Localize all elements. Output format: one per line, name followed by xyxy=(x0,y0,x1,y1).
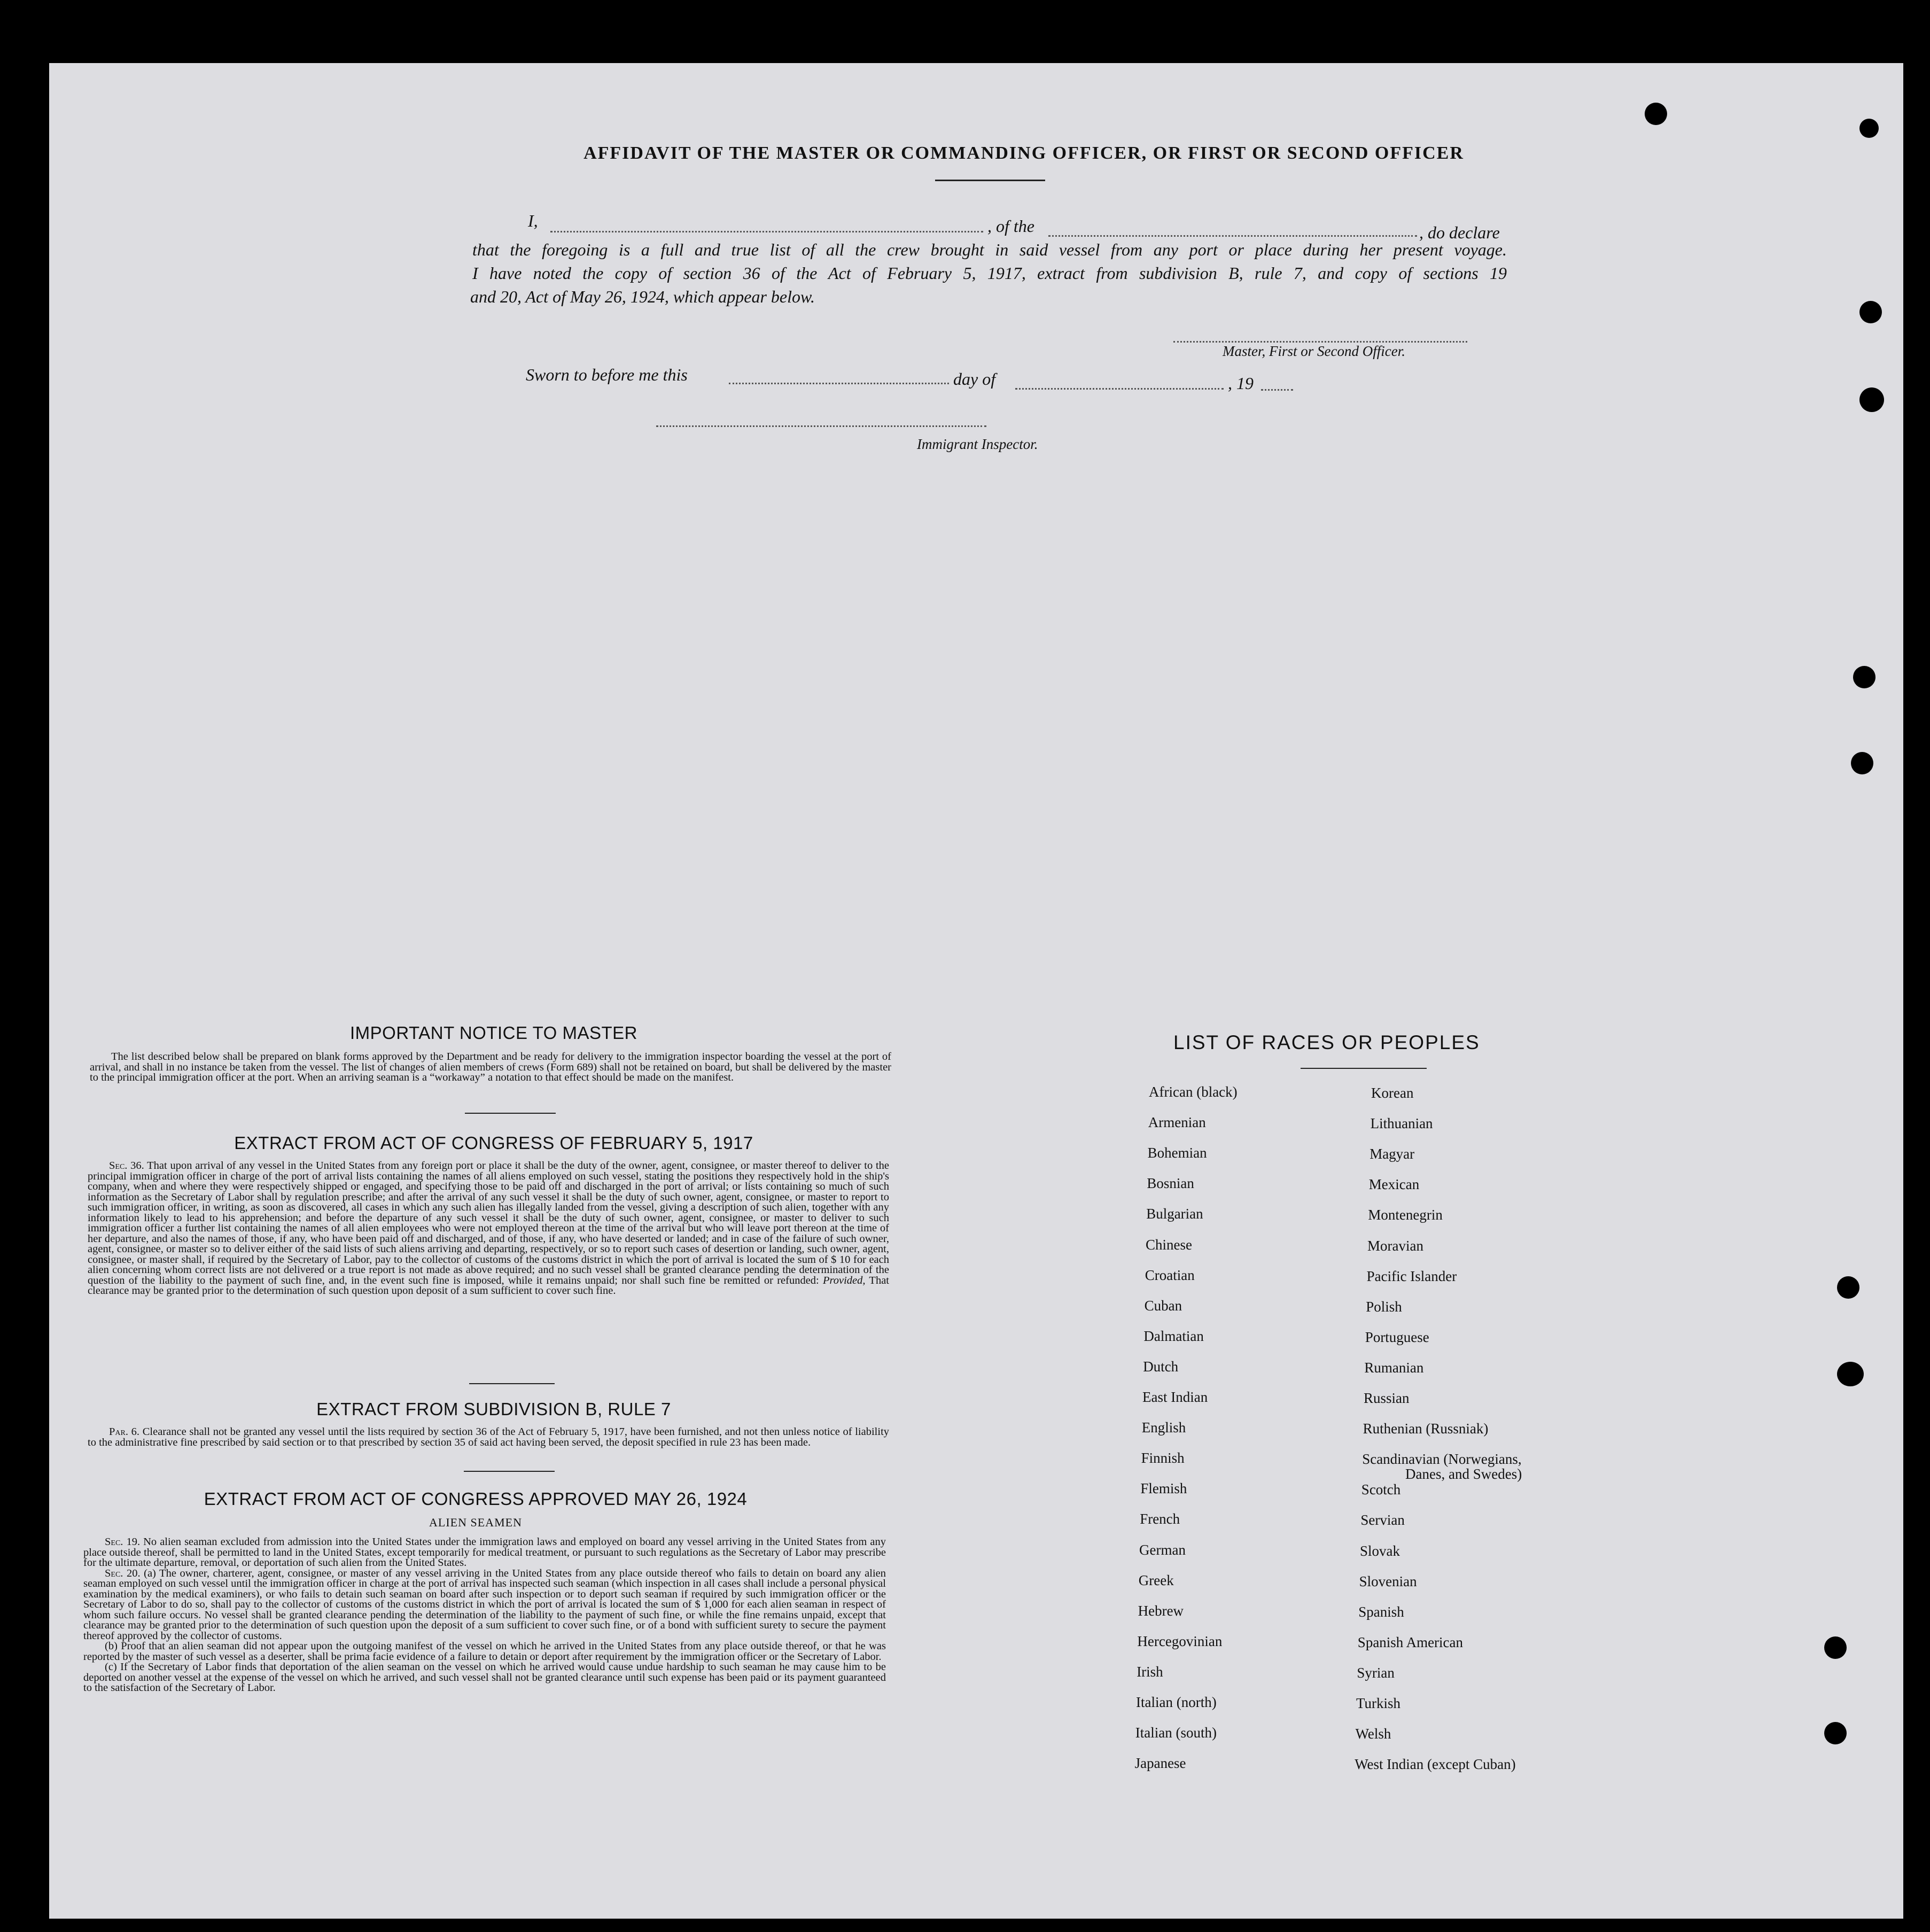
extract-1924-title: EXTRACT FROM ACT OF CONGRESS APPROVED MAY 26, 1924 xyxy=(204,1489,748,1509)
race-item: Bulgarian xyxy=(1146,1206,1203,1222)
race-item: Greek xyxy=(1138,1572,1174,1588)
race-item: Servian xyxy=(1360,1512,1405,1528)
do-declare-label: , do declare xyxy=(1419,223,1500,242)
race-item: Spanish American xyxy=(1357,1634,1464,1650)
binder-hole xyxy=(1837,1362,1864,1386)
race-item: Irish xyxy=(1137,1663,1163,1680)
declarant-name-field[interactable] xyxy=(550,231,983,232)
race-item: Polish xyxy=(1366,1298,1402,1315)
sec-20-label: Sec. 20. xyxy=(105,1567,141,1579)
notice-text: The list described below shall be prepared on blank forms approved by the Department and be ready for delivery to the immigration inspector boarding the vessel at the port of arrival, and shall in no instance be taken from the vessel. The list of changes of alien members of crews (Form 689) shall not be retained on board, but shall be delivered by the master to the principal immigration officer at the port. When an arriving seaman is a “workaway” a notation to that effect should be made on the manifest. xyxy=(90,1051,891,1083)
race-item: Montenegrin xyxy=(1368,1207,1443,1223)
race-item: Dalmatian xyxy=(1143,1328,1204,1344)
race-item: Bosnian xyxy=(1147,1175,1194,1192)
extract-1924-text xyxy=(83,1537,886,1694)
race-item: African (black) xyxy=(1149,1084,1238,1100)
race-item: Armenian xyxy=(1148,1114,1206,1131)
par-6-label: Par. 6. xyxy=(109,1426,140,1438)
affidavit-title: AFFIDAVIT OF THE MASTER OR COMMANDING OFFICER, OR FIRST OR SECOND OFFICER xyxy=(583,143,1464,163)
rule7-text xyxy=(88,1427,889,1448)
sec-20a-paragraph xyxy=(83,1569,886,1642)
race-item: Rumanian xyxy=(1364,1359,1424,1376)
rule7-divider xyxy=(464,1471,555,1472)
race-item: Hebrew xyxy=(1138,1602,1184,1619)
race-item: Ruthenian (Russniak) xyxy=(1363,1421,1489,1437)
title-underline xyxy=(935,180,1045,181)
race-item: Slovenian xyxy=(1359,1573,1417,1589)
race-item: Bohemian xyxy=(1147,1145,1207,1161)
race-item: Welsh xyxy=(1355,1726,1391,1742)
binder-hole xyxy=(1837,1276,1859,1299)
binder-hole xyxy=(1859,119,1879,138)
provided-word: Provided, xyxy=(823,1274,866,1286)
sec-19-paragraph xyxy=(83,1537,886,1569)
race-item: Mexican xyxy=(1368,1176,1420,1193)
sec-19-body: No alien seaman excluded from admission into the United States under the immigration laws and employed on board any vessel arriving in the United States from any place outside thereof, shall be permitted to land in the United States, except temporarily for medical treatment, or pursuant to such regulations as the Secretary of Labor may prescribe for the ultimate departure, removal, or deportation of such alien from the United States. xyxy=(83,1536,886,1569)
race-item: Croatian xyxy=(1145,1267,1195,1283)
race-item: Moravian xyxy=(1367,1237,1423,1254)
extract-1917-text xyxy=(88,1161,889,1297)
race-item: Scandinavian (Norwegians, xyxy=(1362,1451,1522,1468)
officer-signature-line[interactable] xyxy=(1173,341,1467,343)
sworn-label: Sworn to before me this xyxy=(526,365,688,384)
race-item: Flemish xyxy=(1140,1480,1187,1497)
race-item: Chinese xyxy=(1146,1236,1192,1253)
race-item: English xyxy=(1141,1419,1186,1436)
notice-divider xyxy=(465,1113,556,1114)
race-item: Danes, and Swedes) xyxy=(1405,1466,1522,1483)
race-item: Russian xyxy=(1364,1390,1410,1406)
race-item: French xyxy=(1140,1511,1180,1527)
year-label: , 19 xyxy=(1228,374,1254,393)
binder-hole xyxy=(1851,752,1873,774)
binder-hole xyxy=(1824,1722,1847,1744)
race-item: Slovak xyxy=(1360,1542,1400,1559)
rule7-title: EXTRACT FROM SUBDIVISION B, RULE 7 xyxy=(316,1399,671,1419)
vessel-name-field[interactable] xyxy=(1048,235,1417,237)
race-item: East Indian xyxy=(1142,1389,1208,1405)
inspector-caption: Immigrant Inspector. xyxy=(917,436,1038,452)
sec-36-label: Sec. 36. xyxy=(109,1160,144,1171)
race-item: Finnish xyxy=(1141,1450,1185,1467)
declaration-line-3: and 20, Act of May 26, 1924, which appear below. xyxy=(470,287,815,306)
alien-seamen-subtitle: ALIEN SEAMEN xyxy=(429,1516,522,1529)
par-6-body: Clearance shall not be granted any vessel until the lists required by section 36 of the Act of February 5, 1917, have been furnished, and not then unless notice of liability to the administrative fine prescribed by said section or to that prescribed by section 35 of said act having been served, the deposit specified in rule 23 has been made. xyxy=(88,1426,890,1448)
declaration-line-1: that the foregoing is a full and true list of all the crew brought in said vessel from any port or place during her present voyage. xyxy=(472,240,1507,259)
sworn-month-field[interactable] xyxy=(1015,388,1224,390)
race-item: Italian (north) xyxy=(1136,1694,1217,1710)
binder-hole xyxy=(1859,387,1884,412)
extract-1917-title: EXTRACT FROM ACT OF CONGRESS OF FEBRUARY 5, 1917 xyxy=(234,1133,753,1153)
officer-caption: Master, First or Second Officer. xyxy=(1223,343,1405,359)
race-item: Cuban xyxy=(1144,1297,1182,1314)
race-item: West Indian (except Cuban) xyxy=(1355,1756,1516,1773)
declarant-prefix: I, xyxy=(528,211,538,230)
binder-hole xyxy=(1645,103,1667,125)
sec-20a-body: (a) The owner, charterer, agent, consignee, or master of any vessel arriving in the United States from any place outside thereof who fails to detain on board any alien seaman employed on such vessel until the immigration officer in charge at the port of arrival has inspected such seaman (which inspection in all cases shall include a personal physical examination by the medical examiners), or who fails to detain such seaman on board after such inspection or to deport such seaman if required by such immigration officer or the Secretary of Labor to do so, shall pay to the collector of customs of the customs district in which the port of arrival is located the sum of $ 1,000 for each alien seaman in respect of whom such failure occurs. No vessel shall be granted clearance pending the determination of the liability to the payment of such fine, or while the fine remains unpaid, except that clearance may be granted prior to the determination of such question upon the deposit of a sum sufficient to cover such fine, or of a bond with sufficient surety to secure the payment thereof approved by the collector of customs. xyxy=(83,1567,886,1642)
binder-hole xyxy=(1824,1636,1847,1659)
race-item: Italian (south) xyxy=(1135,1725,1217,1741)
notice-title: IMPORTANT NOTICE TO MASTER xyxy=(349,1023,637,1043)
binder-hole xyxy=(1853,666,1875,688)
sworn-day-field[interactable] xyxy=(729,383,949,384)
race-item: Spanish xyxy=(1358,1603,1404,1620)
extract-1917-divider xyxy=(469,1383,555,1384)
of-the-label: , of the xyxy=(987,216,1034,236)
race-item: Lithuanian xyxy=(1370,1115,1433,1132)
race-item: Portuguese xyxy=(1365,1329,1429,1345)
race-item: Scotch xyxy=(1361,1481,1401,1498)
inspector-signature-line[interactable] xyxy=(656,425,986,427)
races-title: LIST OF RACES OR PEOPLES xyxy=(1173,1031,1480,1053)
race-item: Magyar xyxy=(1369,1146,1415,1162)
race-item: Korean xyxy=(1371,1085,1414,1101)
races-title-underline xyxy=(1301,1068,1427,1069)
day-of-label: day of xyxy=(953,369,996,389)
sec-36-tail: That clearance may be granted prior to the determination of such question upon deposit of a sum sufficient to cover such fine. xyxy=(88,1274,889,1297)
race-item: Pacific Islander xyxy=(1366,1268,1457,1284)
declaration-line-2: I have noted the copy of section 36 of the Act of February 5, 1917, extract from subdivision B, rule 7, and copy of sections 19 xyxy=(472,263,1507,283)
race-item: Japanese xyxy=(1134,1755,1186,1772)
binder-hole xyxy=(1859,301,1882,323)
race-item: Hercegovinian xyxy=(1137,1633,1223,1649)
race-item: German xyxy=(1139,1541,1186,1558)
sworn-year-field[interactable] xyxy=(1261,389,1293,391)
race-item: Syrian xyxy=(1357,1664,1395,1681)
race-item: Turkish xyxy=(1356,1695,1401,1711)
sec-36-body: That upon arrival of any vessel in the United States from any foreign port or place it shall be the duty of the owner, agent, consignee, or master thereof to deliver to the principal immigration officer in charge of the port of arrival lists containing the names of all aliens employed on such vessel, stating the positions they respectively hold in the ship's company, when and where they were respectively shipped or engaged, and specifying those to be paid off and discharged in the port of arrival; or lists containing so much of such information as the Secretary of Labor shall by regulation prescribe; and after the arrival of any such vessel it shall be the duty of such owner, agent, consignee, or master to report to such immigration officer, in writing, as soon as discovered, all cases in which any such alien has illegally landed from the vessel, giving a description of such alien, together with any information likely to lead to his apprehension; and before the departure of any such vessel it shall be the duty of such owner, agent, consignee, or master to deliver to such immigration officer a further list containing the names of all alien employees who were not employed thereon at the time of the arrival but who will leave port thereon at the time of her departure, and also the names of those, if any, who have been paid off and discharged, and of those, if any, who have deserted or landed; and in case of the failure of such owner, agent, consignee, or master so to deliver either of the said lists of such aliens arriving and departing, respectively, or so to report such cases of desertion or landing, such owner, agent, consignee, or master shall, if required by the Secretary of Labor, pay to the collector of customs of the customs district in which the port of arrival is located the sum of $ 10 for each alien concerning whom correct lists are not delivered or a true report is not made as above required; and no such vessel shall be granted clearance pending the determination of the question of the liability to the payment of such fine, and, in the event such fine is imposed, while it remains unpaid; nor shall such fine be remitted or refunded: xyxy=(88,1160,890,1286)
race-item: Dutch xyxy=(1143,1358,1179,1375)
sec-20c-paragraph: (c) If the Secretary of Labor finds that deportation of the alien seaman on the vessel on which he arrived would cause undue hardship to such seaman he may cause him to be deported on another vessel at the expense of the vessel on which he arrived, and such vessel shall not be granted clearance until such expense has been paid or its payment guaranteed to the satisfaction of the Secretary of Labor. xyxy=(83,1661,886,1694)
sec-19-label: Sec. 19. xyxy=(105,1536,141,1548)
sec-20b-paragraph: (b) Proof that an alien seaman did not appear upon the outgoing manifest of the vessel on which he arrived in the United States from any place outside thereof, or that he was reported by the master of such vessel as a deserter, shall be prima facie evidence of a failure to detain or deport after requirement by the immigration officer or the Secretary of Labor. xyxy=(83,1640,886,1663)
